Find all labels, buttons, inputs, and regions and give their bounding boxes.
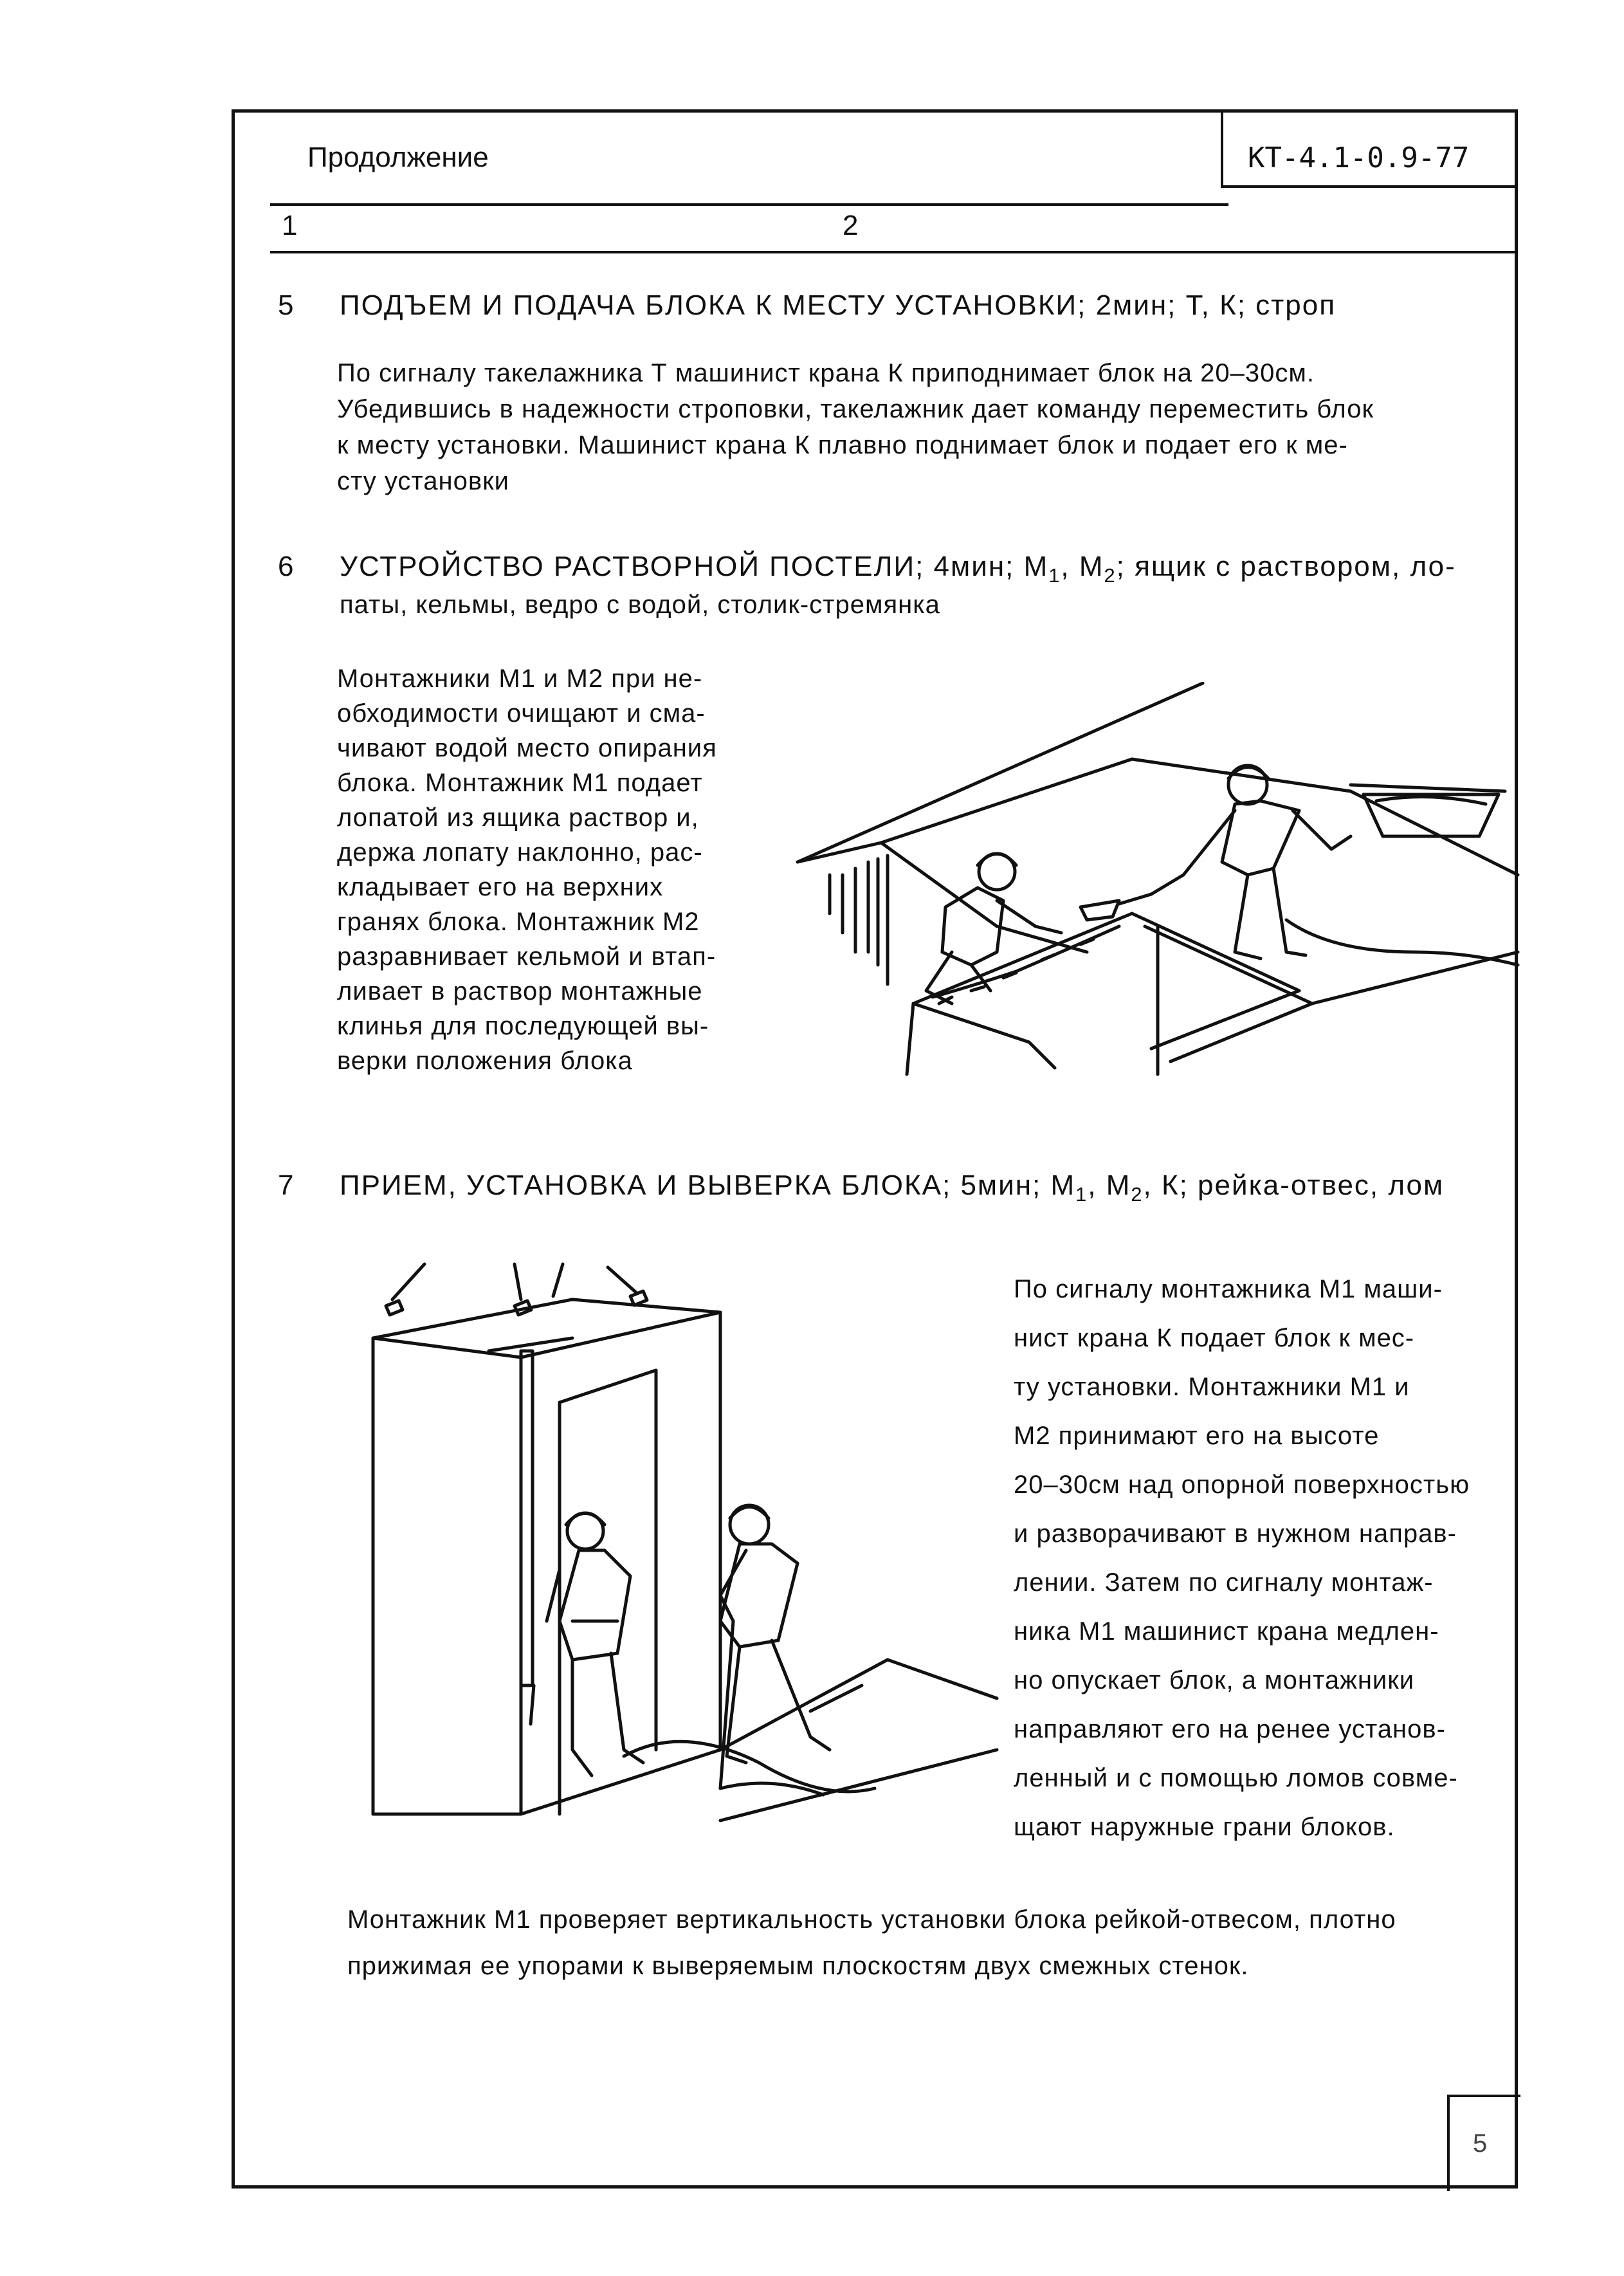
section-6-line: гранях блока. Монтажник М2: [337, 908, 700, 936]
section-6-line: блока. Монтажник М1 подает: [337, 769, 703, 797]
section-6-meta-b: , М: [1061, 551, 1104, 582]
section-6-sub-2: 2: [1104, 564, 1117, 587]
section-6-number: 6: [278, 551, 294, 582]
section-6-line: верки положения блока: [337, 1047, 633, 1075]
section-7-line: направляют его на ренее установ-: [1014, 1715, 1446, 1743]
section-6-line: лопатой из ящика раствор и,: [337, 803, 699, 832]
section-7-meta-b: , М: [1088, 1170, 1131, 1201]
section-6-sub-1: 1: [1048, 564, 1061, 587]
section-7-line: лении. Затем по сигналу монтаж-: [1014, 1568, 1434, 1597]
section-7-sub-1: 1: [1075, 1182, 1088, 1206]
continuation-label: Продолжение: [307, 142, 489, 173]
section-6-meta-line2: паты, кельмы, ведро с водой, столик-стремянка: [340, 591, 940, 619]
section-6-line: чивают водой место опирания: [337, 734, 717, 762]
footer-note-line: прижимая ее упорами к выверяемым плоскостям двух смежных стенок.: [347, 1952, 1249, 1980]
section-7-line: М2 принимают его на высоте: [1014, 1422, 1380, 1450]
section-5-title: ПОДЪЕМ И ПОДАЧА БЛОКА К МЕСТУ УСТАНОВКИ;: [340, 289, 1087, 321]
section-7-line: ту установки. Монтажники М1 и: [1014, 1373, 1410, 1401]
column-number-2: 2: [843, 210, 859, 241]
section-5-heading: [340, 289, 1336, 322]
section-7-text: [1014, 1265, 1515, 1851]
column-number-1: 1: [282, 210, 298, 241]
section-7-number: 7: [278, 1170, 294, 1201]
section-6-line: Монтажники М1 и М2 при не-: [337, 665, 703, 693]
section-6-line: клинья для последующей вы-: [337, 1012, 709, 1040]
section-6-title: УСТРОЙСТВО РАСТВОРНОЙ ПОСТЕЛИ;: [340, 551, 925, 582]
section-5-meta: 2мин; Т, К; строп: [1095, 289, 1337, 321]
section-6-line: держа лопату наклонно, рас-: [337, 838, 703, 867]
section-6-text: [337, 661, 774, 1078]
section-5-text: [337, 355, 1520, 499]
footer-note-line: Монтажник М1 проверяет вертикальность установки блока рейкой-отвесом, плотно: [347, 1905, 1396, 1934]
section-7-line: 20–30см над опорной поверхностью: [1014, 1471, 1470, 1499]
section-7-sub-2: 2: [1131, 1182, 1144, 1206]
section-5-line: сту установки: [337, 467, 509, 495]
section-7-line: ленный и с помощью ломов совме-: [1014, 1764, 1458, 1792]
section-6-meta-c: ; ящик с раствором, ло-: [1116, 551, 1456, 582]
header-divider: [1221, 109, 1223, 187]
section-7-title: ПРИЕМ, УСТАНОВКА И ВЫВЕРКА БЛОКА;: [340, 1170, 952, 1201]
block-installation-illustration: [360, 1261, 1003, 1827]
section-6-line: обходимости очищают и сма-: [337, 699, 706, 728]
section-5-line: Убедившись в надежности строповки, такелажник дает команду переместить блок: [337, 395, 1374, 423]
page-number: 5: [1473, 2129, 1488, 2158]
section-5-line: к месту установки. Машинист крана К плавно поднимает блок и подает его к ме-: [337, 431, 1348, 459]
footer-note: [347, 1896, 1518, 1989]
section-6-heading: [340, 551, 1456, 587]
section-7-line: щают наружные грани блоков.: [1014, 1813, 1395, 1841]
mortar-bed-illustration: [785, 682, 1524, 1081]
column-header-top-rule: [270, 203, 1228, 206]
section-5-line: По сигналу такелажника Т машинист крана К приподнимает блок на 20–30см.: [337, 359, 1315, 387]
column-header-bottom-rule: [270, 251, 1518, 253]
header-bottom-rule: [1221, 185, 1518, 188]
section-7-heading: [340, 1170, 1444, 1206]
section-7-line: По сигналу монтажника М1 маши-: [1014, 1275, 1443, 1303]
section-6-line: ливает в раствор монтажные: [337, 977, 703, 1005]
section-7-meta-c: , К; рейка-отвес, лом: [1143, 1170, 1445, 1201]
section-7-line: но опускает блок, а монтажники: [1014, 1666, 1415, 1694]
section-6-meta-a: 4мин; М: [933, 551, 1049, 582]
section-7-line: и разворачивают в нужном направ-: [1014, 1519, 1457, 1548]
section-7-meta-a: 5мин; М: [960, 1170, 1076, 1201]
section-5-number: 5: [278, 289, 294, 321]
section-7-line: нист крана К подает блок к мес-: [1014, 1324, 1415, 1352]
document-code: КТ-4.1-0.9-77: [1248, 142, 1470, 174]
section-6-line: кладывает его на верхних: [337, 873, 664, 901]
section-6-line: разравнивает кельмой и втап-: [337, 942, 716, 971]
section-7-line: ника М1 машинист крана медлен-: [1014, 1617, 1439, 1646]
